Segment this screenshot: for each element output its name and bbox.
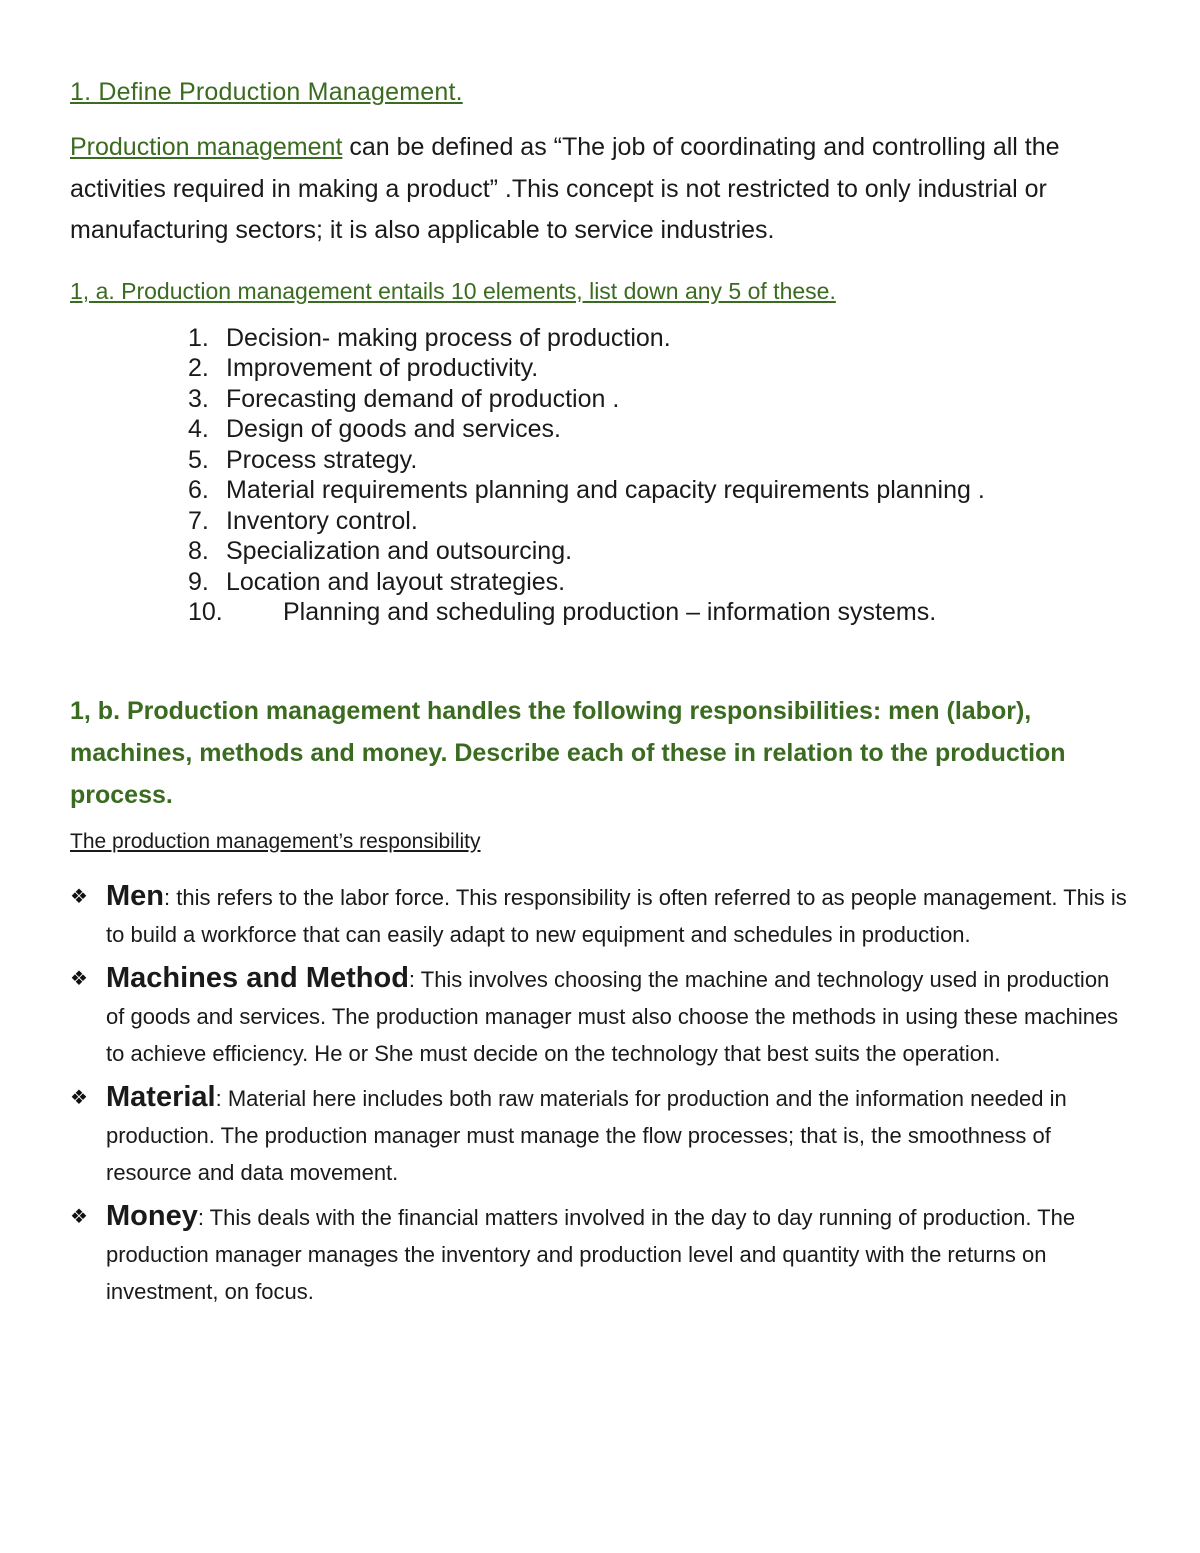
list-item-text: Inventory control.: [226, 506, 418, 535]
list-item: [188, 597, 1130, 628]
list-item-number: 5.: [188, 445, 209, 474]
q1-term: Production management: [70, 133, 343, 161]
list-item-text: Specialization and outsourcing.: [226, 537, 573, 565]
list-item: [188, 414, 1130, 445]
responsibility-text: : Material here includes both raw materials for production and the information needed in production. The production manager must manage the flow processes; that is, the smoothness of resource and data movement.: [106, 1085, 1067, 1185]
responsibility-label: Material: [106, 1080, 216, 1113]
list-item-text: Decision- making process of production.: [226, 323, 671, 352]
responsibility-item-money: [70, 1198, 1130, 1310]
q1a-heading: 1, a. Production management entails 10 elements, list down any 5 of these.: [70, 277, 836, 304]
diamond-bullet-icon: ❖: [70, 885, 88, 908]
list-item-number: 3.: [188, 384, 209, 413]
list-item-text: Improvement of productivity.: [226, 354, 539, 382]
responsibility-subheading: The production management’s responsibility: [70, 829, 481, 853]
responsibility-item-material: [70, 1079, 1130, 1191]
list-item: [188, 353, 1130, 384]
q1b-heading: 1, b. Production management handles the following responsibilities: men (labor), machines, methods and money. Describe each of these in relation to the production process.: [70, 696, 1066, 809]
q1-definition-paragraph: [70, 127, 1130, 252]
list-item: [188, 323, 1130, 354]
list-item-number: 2.: [188, 354, 209, 382]
list-item-text: Forecasting demand of production .: [226, 384, 620, 413]
list-item-text: Material requirements planning and capacity requirements planning .: [226, 476, 985, 504]
list-item: [188, 506, 1130, 537]
responsibility-text: : This involves choosing the machine and technology used in production of goods and services. The production manager must also choose the methods in using these machines to achieve efficiency. He or She must decide on the technology that best suits the operation.: [106, 966, 1119, 1066]
list-item: [188, 475, 1130, 506]
responsibility-label: Money: [106, 1199, 198, 1232]
diamond-bullet-icon: ❖: [70, 967, 88, 990]
q1-heading: 1. Define Production Management.: [70, 78, 463, 106]
responsibility-item-men: [70, 878, 1130, 953]
list-item: [188, 536, 1130, 567]
list-item-number: 1.: [188, 323, 209, 352]
list-item-number: 8.: [188, 537, 209, 565]
responsibility-item-machines: [70, 960, 1130, 1072]
responsibility-text: : this refers to the labor force. This responsibility is often referred to as people management. This is to build a workforce that can easily adapt to new equipment and schedules in production.: [106, 884, 1127, 947]
list-item-text: Location and layout strategies.: [226, 567, 566, 596]
list-item-number: 7.: [188, 506, 209, 535]
diamond-bullet-icon: ❖: [70, 1205, 88, 1228]
responsibility-list: [70, 878, 1130, 1310]
responsibility-text: : This deals with the financial matters involved in the day to day running of production. The production manager manages the inventory and production level and quantity with the returns on investment, on focus.: [106, 1204, 1076, 1304]
diamond-bullet-icon: ❖: [70, 1086, 88, 1109]
list-item-text: Process strategy.: [226, 445, 418, 474]
list-item-text: Planning and scheduling production – information systems.: [283, 598, 937, 626]
list-item-number: 9.: [188, 567, 209, 596]
q1-definition-text: can be defined as “The job of coordinating and controlling all the activities required in making a product” .This concept is not restricted to only industrial or manufacturing sectors; it is also applicable to service industries.: [70, 133, 1060, 244]
list-item-number: 4.: [188, 415, 209, 443]
list-item: [188, 567, 1130, 598]
list-item-number: 6.: [188, 476, 209, 504]
list-item-number: 10.: [188, 598, 223, 626]
elements-list: [70, 323, 1130, 628]
responsibility-label: Men: [106, 879, 164, 912]
list-item-text: Design of goods and services.: [226, 415, 561, 443]
responsibility-label: Machines and Method: [106, 961, 409, 994]
list-item: [188, 445, 1130, 476]
list-item: [188, 384, 1130, 415]
